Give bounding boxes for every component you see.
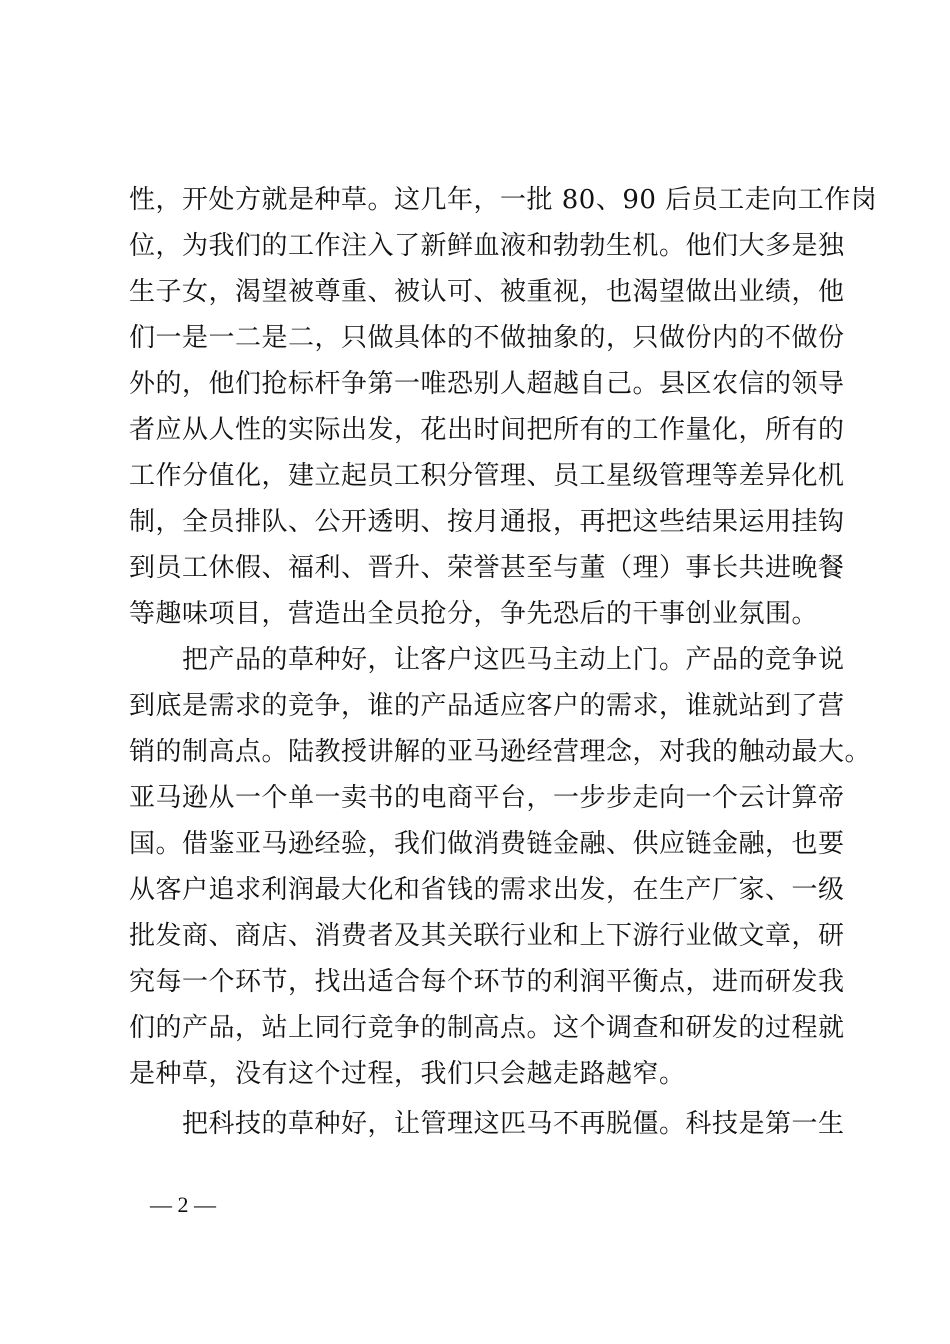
text-line: 者应从人性的实际出发，花出时间把所有的工作量化，所有的 [129, 415, 845, 445]
text-line: 把科技的草种好，让管理这匹马不再脱僵。科技是第一生 [129, 1109, 845, 1139]
text-line: 制，全员排队、公开透明、按月通报，再把这些结果运用挂钩 [129, 507, 845, 537]
text-line: 生子女，渴望被尊重、被认可、被重视，也渴望做出业绩，他 [129, 277, 845, 307]
text-line: 把产品的草种好，让客户这匹马主动上门。产品的竞争说 [129, 645, 845, 675]
text-line: 到底是需求的竞争，谁的产品适应客户的需求，谁就站到了营 [129, 691, 845, 721]
page-number: — 2 — [150, 1192, 216, 1217]
text-line: 到员工休假、福利、晋升、荣誉甚至与董（理）事长共进晚餐 [129, 553, 845, 583]
text-line: 等趣味项目，营造出全员抢分，争先恐后的干事创业氛围。 [129, 599, 819, 629]
text-line: 批发商、商店、消费者及其关联行业和上下游行业做文章，研 [129, 921, 845, 951]
text-line: 性，开处方就是种草。这几年，一批 80、90 后员工走向工作岗 [129, 185, 878, 215]
text-line: 从客户追求利润最大化和省钱的需求出发，在生产厂家、一级 [129, 875, 845, 905]
text-line: 究每一个环节，找出适合每个环节的利润平衡点，进而研发我 [129, 967, 845, 997]
text-line: 销的制高点。陆教授讲解的亚马逊经营理念，对我的触动最大。 [129, 737, 872, 767]
text-line: 是种草，没有这个过程，我们只会越走路越窄。 [129, 1059, 686, 1089]
text-line: 位，为我们的工作注入了新鲜血液和勃勃生机。他们大多是独 [129, 231, 845, 261]
text-line: 国。借鉴亚马逊经验，我们做消费链金融、供应链金融，也要 [129, 829, 845, 859]
text-line: 工作分值化，建立起员工积分管理、员工星级管理等差异化机 [129, 461, 845, 491]
text-line: 亚马逊从一个单一卖书的电商平台，一步步走向一个云计算帝 [129, 783, 845, 813]
text-line: 外的，他们抢标杆争第一唯恐别人超越自己。县区农信的领导 [129, 369, 845, 399]
text-line: 们的产品，站上同行竞争的制高点。这个调查和研发的过程就 [129, 1013, 845, 1043]
text-line: 们一是一二是二，只做具体的不做抽象的，只做份内的不做份 [129, 323, 845, 353]
